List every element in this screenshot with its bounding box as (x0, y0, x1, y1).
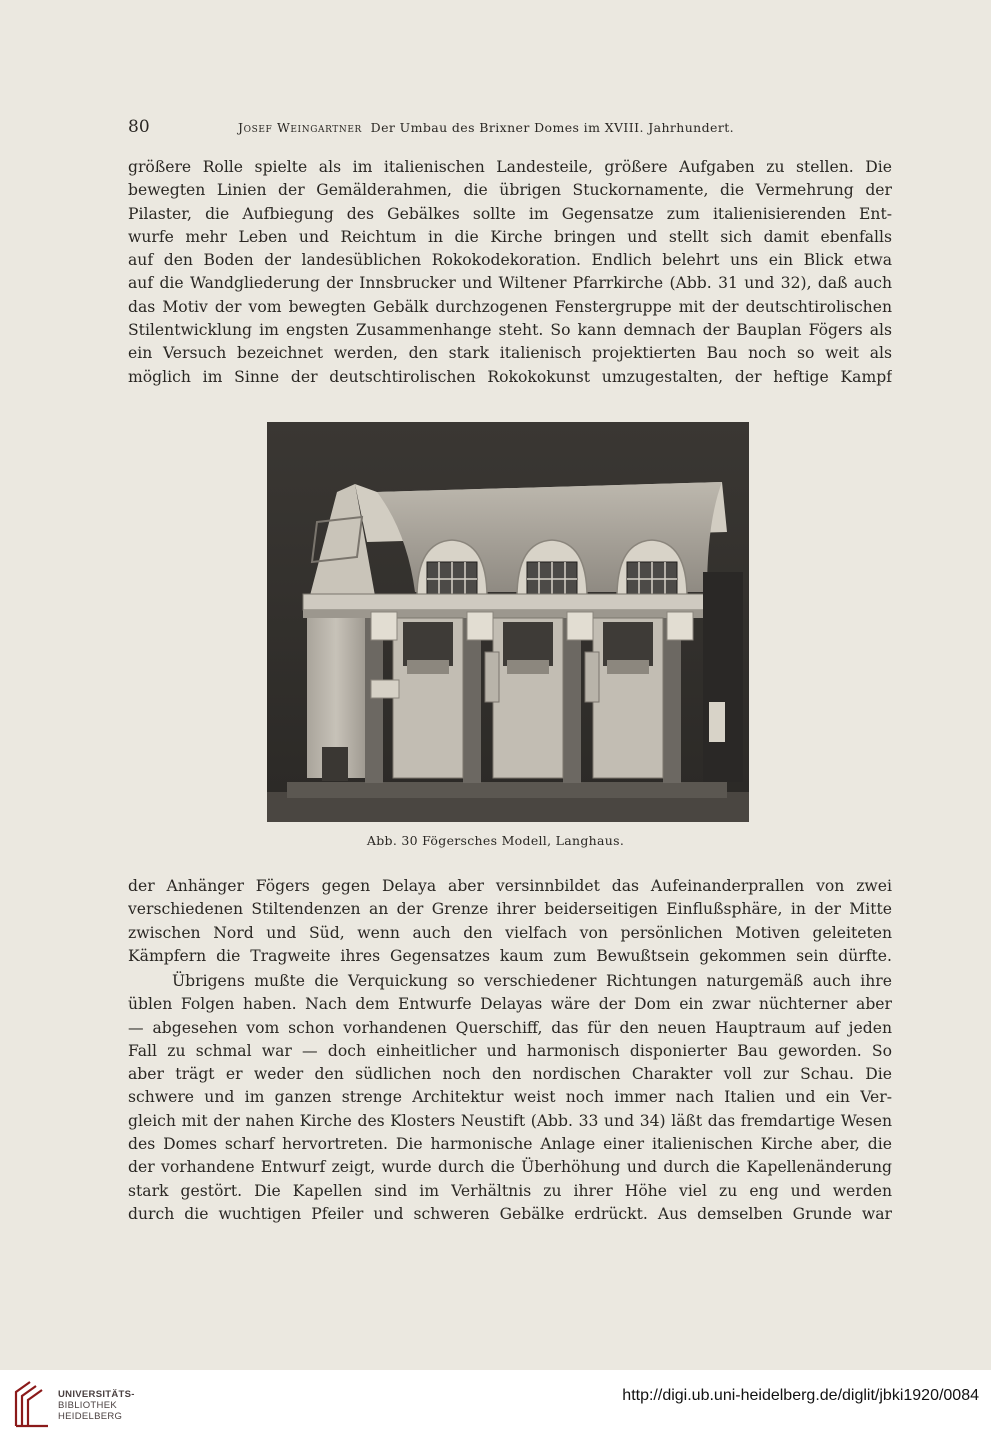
figure-photo (267, 422, 749, 822)
library-name-line-2: BIBLIOTHEK (58, 1400, 117, 1411)
text-line: gleich mit der nahen Kirche des Klosters Neustift (Abb. 33 und 34) läßt das fremdartige Wesen (128, 1111, 892, 1130)
text-line: Kämpfern die Tragweite ihres Gegensatzes kaum zum Bewußtsein gekommen sein dürfte. (128, 946, 892, 965)
text-line: stark gestört. Die Kapellen sind im Verhältnis zu ihrer Höhe viel zu eng und werden (128, 1181, 892, 1200)
text-line: wurfe mehr Leben und Reichtum in die Kirche bringen und stellt sich damit ebenfalls (128, 227, 892, 246)
author-name: Josef Weingartner (238, 120, 362, 135)
article-title: Der Umbau des Brixner Domes im XVIII. Jahrhundert. (370, 120, 735, 135)
text-line: Fall zu schmal war — doch einheitlicher und harmonisch disponierter Bau geworden. So (128, 1041, 892, 1060)
text-line: zwischen Nord und Süd, wenn auch den vielfach von persönlichen Motiven geleiteten (128, 923, 892, 942)
text-line: der Anhänger Fögers gegen Delaya aber versinnbildet das Aufeinanderprallen von zwei (128, 877, 892, 895)
running-title (238, 120, 734, 135)
page-number: 80 (128, 117, 150, 137)
text-line: verschiedenen Stiltendenzen an der Grenze ihrer beiderseitigen Einflußsphäre, in der Mitte (128, 900, 892, 919)
text-line: — abgesehen vom schon vorhandenen Querschiff, das für den neuen Hauptraum auf jeden (128, 1018, 892, 1037)
text-line: des Domes scharf hervortreten. Die harmonische Anlage einer italienischen Kirche aber, die (128, 1135, 892, 1154)
paragraph-bottom (128, 970, 892, 1226)
text-line: der vorhandene Entwurf zeigt, wurde durch die Überhöhung und durch die Kapellenänderung (128, 1158, 892, 1177)
text-line: bewegten Linien der Gemälderahmen, die übrigen Stuckornamente, die Vermehrung der (128, 181, 892, 200)
text-line: größere Rolle spielte als im italienischen Landesteile, größere Aufgaben zu stellen. Die (128, 158, 892, 176)
church-model-photo (267, 422, 749, 822)
paragraph-middle (128, 875, 892, 968)
source-url-link[interactable]: http://digi.ub.uni-heidelberg.de/diglit/jbki1920/0084 (622, 1387, 979, 1404)
library-name-line-1: UNIVERSITÄTS- (58, 1389, 135, 1400)
text-line: Übrigens mußte die Verquickung so verschiedener Richtungen naturgemäß auch ihre (172, 972, 892, 990)
text-line: schwere und im ganzen strenge Architektur weist noch immer nach Italien und ein Ver- (128, 1088, 892, 1107)
text-line: Stilentwicklung im engsten Zusammenhange steht. So kann demnach der Bauplan Fögers als (128, 321, 892, 340)
running-header (128, 117, 780, 139)
text-line: üblen Folgen haben. Nach dem Entwurfe Delayas wäre der Dom ein zwar nüchterner aber (128, 995, 892, 1014)
footer-bar (0, 1370, 991, 1443)
text-line: möglich im Sinne der deutschtirolischen Rokokokunst umzugestalten, der heftige Kampf (128, 367, 892, 386)
library-name (58, 1389, 135, 1422)
text-line: auf die Wandgliederung der Innsbrucker und Wiltener Pfarrkirche (Abb. 31 und 32), daß auch (128, 274, 892, 293)
text-line: Pilaster, die Aufbiegung des Gebälkes sollte im Gegensatze zum italienisierenden Ent- (128, 204, 892, 223)
library-name-line-3: HEIDELBERG (58, 1411, 123, 1422)
text-line: durch die wuchtigen Pfeiler und schweren Gebälke erdrückt. Aus demselben Grunde war (128, 1204, 892, 1223)
text-line: aber trägt er weder den südlichen noch den nordischen Charakter voll zur Schau. Die (128, 1065, 892, 1084)
text-line: ein Versuch bezeichnet werden, den stark italienisch projektierten Bau noch so weit als (128, 344, 892, 363)
library-logo-icon (12, 1378, 52, 1430)
figure-caption: Abb. 30 Fögersches Modell, Langhaus. (366, 833, 625, 848)
text-line: auf den Boden der landesüblichen Rokokodekoration. Endlich belehrt uns ein Blick etwa (128, 251, 892, 270)
text-line: das Motiv der vom bewegten Gebälk durchzogenen Fenstergruppe mit der deutschtirolischen (128, 297, 892, 316)
paragraph-top (128, 156, 892, 389)
